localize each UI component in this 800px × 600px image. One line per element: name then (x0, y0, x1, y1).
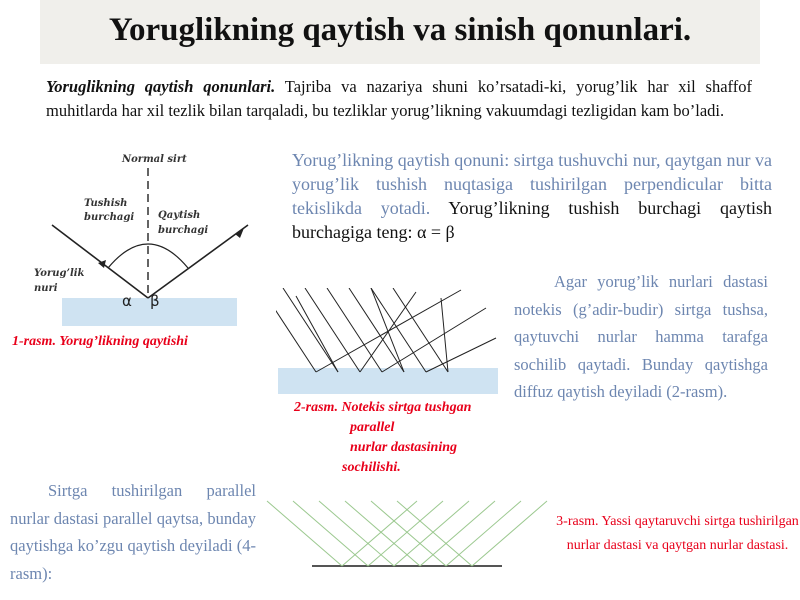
law-statement: Yorug’likning qaytish qonuni: sirtga tushuvchi nur, qaytgan nur va yorug’lik tushish nuqtasiga tushirilgan perpendicular bitta tekislikda yotadi. (292, 150, 772, 218)
ray-label-2: nuri (34, 283, 58, 294)
incident-ray (349, 288, 404, 372)
diffuse-text: Agar yorug’lik nurlari dastasi notekis (g’adir-budir) sirtga tushsa, qaytuvchi nurlar hamma tarafga sochilib qaytadi. Bunday qaytishga diffuz qaytish deyiladi (2-rasm). (514, 272, 768, 401)
incidence-label-2: burchagi (84, 212, 135, 223)
water-surface (278, 368, 498, 394)
incidence-label-1: Tushish (84, 198, 128, 209)
incident-ray (52, 225, 148, 298)
reflection-label-1: Qaytish (158, 210, 201, 221)
incident-ray (305, 288, 360, 372)
specular-text: Sirtga tushirilgan parallel nurlar dastasi parallel qaytsa, bunday qaytishga ko’zgu qaytish deyiladi (4-rasm): (10, 481, 256, 583)
figure-2-caption-line: parallel (350, 420, 395, 435)
normal-label: Normal sirt (122, 154, 187, 165)
figure-3-specular-diagram (262, 496, 552, 576)
incident-ray (371, 288, 426, 372)
diffuse-reflection-paragraph (514, 268, 768, 406)
figure-2-caption (294, 398, 471, 478)
figure-2-caption-line: 2-rasm. Notekis sirtga tushgan (294, 400, 472, 415)
angle-equality-statement: Yorug’likning tushish burchagi qaytish burchagiga teng: α = β (292, 198, 772, 242)
figure-2-diffuse-diagram (276, 288, 501, 396)
parallel-rays (267, 501, 547, 566)
intro-paragraph (46, 75, 752, 141)
page-title: Yoruglikning qaytish va sinish qonunlari. (108, 12, 692, 48)
intro-heading: Yoruglikning qaytish qonunlari. (46, 77, 276, 96)
reflection-law-paragraph (292, 148, 772, 244)
figure-3-caption: 3-rasm. Yassi qaytaruvchi sirtga tushirilgan nurlar dastasi va qaytgan nurlar dastasi. (556, 514, 799, 553)
intro-text: Tajriba va nazariya shuni ko’rsatadi-ki, yorug’lik har xil shaffof muhitlarda har xil tezlik bilan tarqaladi, bu tezliklar yorug’likning vakuumdagi tezligidan kam bo’ladi. (46, 77, 752, 120)
incident-ray (283, 288, 338, 372)
specular-reflection-paragraph (10, 477, 256, 587)
diffuse-rays (276, 288, 496, 372)
figure-2-caption-line: nurlar dastasining (350, 440, 457, 455)
incident-ray (327, 288, 382, 372)
beta-symbol: β (150, 292, 160, 310)
alpha-symbol: α (122, 292, 132, 310)
ray-label-1: Yorug’lik (34, 268, 85, 279)
scattered-ray (296, 296, 338, 372)
figure-2-caption-line: sochilishi. (342, 460, 401, 475)
reflection-label-2: burchagi (158, 225, 209, 236)
incident-ray (393, 288, 448, 372)
figure-1-caption: 1-rasm. Yorug’likning qaytishi (12, 334, 188, 349)
figure-1-reflection-diagram (30, 148, 270, 328)
